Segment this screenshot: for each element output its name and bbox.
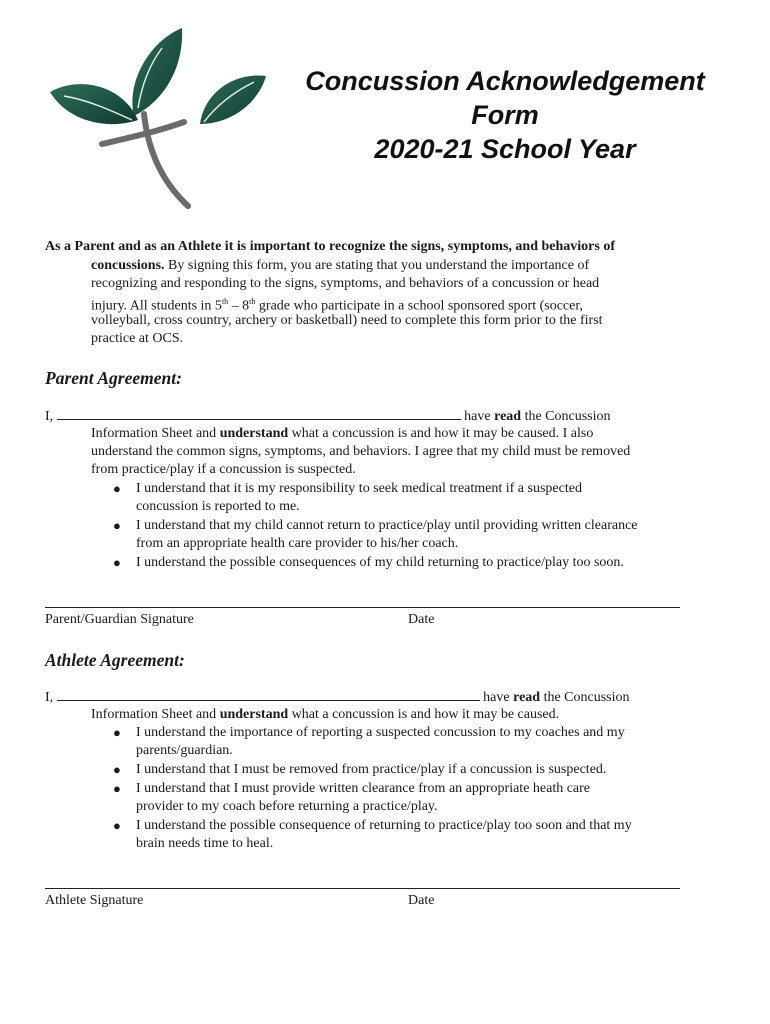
- athlete-signature-label: Athlete Signature: [45, 893, 144, 908]
- bullet-icon: ●: [113, 555, 121, 570]
- list-item: provider to my coach before returning a practice/play.: [136, 799, 438, 814]
- parent-agreement-heading: Parent Agreement:: [45, 368, 182, 388]
- list-item: I understand that it is my responsibility to seek medical treatment if a suspected: [136, 481, 582, 496]
- bullet-icon: ●: [113, 818, 121, 833]
- athlete-agreement-heading: Athlete Agreement:: [45, 650, 185, 670]
- bullet-icon: ●: [113, 762, 121, 777]
- right-leaf-icon: [200, 76, 266, 124]
- intro-line: injury. All students in 5th – 8th grade who participate in a school sponsored sport (soccer,: [91, 297, 583, 314]
- parent-line: from practice/play if a concussion is suspected.: [91, 462, 356, 477]
- intro-line: As a Parent and as an Athlete it is important to recognize the signs, symptoms, and behaviors of: [45, 239, 615, 254]
- bullet-icon: ●: [113, 725, 121, 740]
- parent-signature-field[interactable]: [45, 607, 680, 608]
- list-item: concussion is reported to me.: [136, 499, 300, 514]
- intro-line: volleyball, cross country, archery or basketball) need to complete this form prior to the first: [91, 313, 603, 328]
- list-item: I understand that I must be removed from practice/play if a concussion is suspected.: [136, 762, 607, 777]
- list-item: I understand that I must provide written clearance from an appropriate heath care: [136, 781, 591, 796]
- leaf-cross-logo: [44, 20, 276, 215]
- athlete-signature-field[interactable]: [45, 888, 680, 889]
- athlete-date-label: Date: [408, 893, 435, 908]
- athlete-name-field[interactable]: [57, 687, 480, 701]
- list-item: parents/guardian.: [136, 743, 233, 758]
- bullet-icon: ●: [113, 481, 121, 496]
- parent-date-label: Date: [408, 612, 435, 627]
- parent-name-field[interactable]: [57, 406, 461, 420]
- parent-signature-label: Parent/Guardian Signature: [45, 612, 194, 627]
- list-item: I understand the possible consequences of my child returning to practice/play too soon.: [136, 555, 624, 570]
- parent-line: understand the common signs, symptoms, and behaviors. I agree that my child must be removed: [91, 444, 631, 459]
- title-line-1: Concussion Acknowledgement: [305, 66, 705, 96]
- bullet-icon: ●: [113, 518, 121, 533]
- athlete-line: Information Sheet and understand what a concussion is and how it may be caused.: [91, 707, 560, 722]
- list-item: I understand that my child cannot return to practice/play until providing written clearance: [136, 518, 638, 533]
- intro-line: concussions. By signing this form, you are stating that you understand the importance of: [91, 258, 590, 273]
- athlete-name-line: I, have read the Concussion: [45, 687, 630, 708]
- list-item: from an appropriate health care provider to his/her coach.: [136, 536, 459, 551]
- list-item: I understand the importance of reporting a suspected concussion to my coaches and my: [136, 725, 625, 740]
- bullet-icon: ●: [113, 781, 121, 796]
- intro-line: practice at OCS.: [91, 331, 184, 346]
- parent-line: Information Sheet and understand what a concussion is and how it may be caused. I also: [91, 426, 594, 441]
- intro-line: recognizing and responding to the signs, symptoms, and behaviors of a concussion or head: [91, 276, 600, 291]
- form-title: [292, 64, 718, 166]
- title-line-2: Form: [471, 100, 539, 130]
- title-line-3: 2020-21 School Year: [374, 134, 636, 164]
- list-item: brain needs time to heal.: [136, 836, 274, 851]
- parent-name-line: I, have read the Concussion: [45, 406, 611, 427]
- top-leaf-icon: [132, 28, 182, 116]
- list-item: I understand the possible consequence of returning to practice/play too soon and that my: [136, 818, 632, 833]
